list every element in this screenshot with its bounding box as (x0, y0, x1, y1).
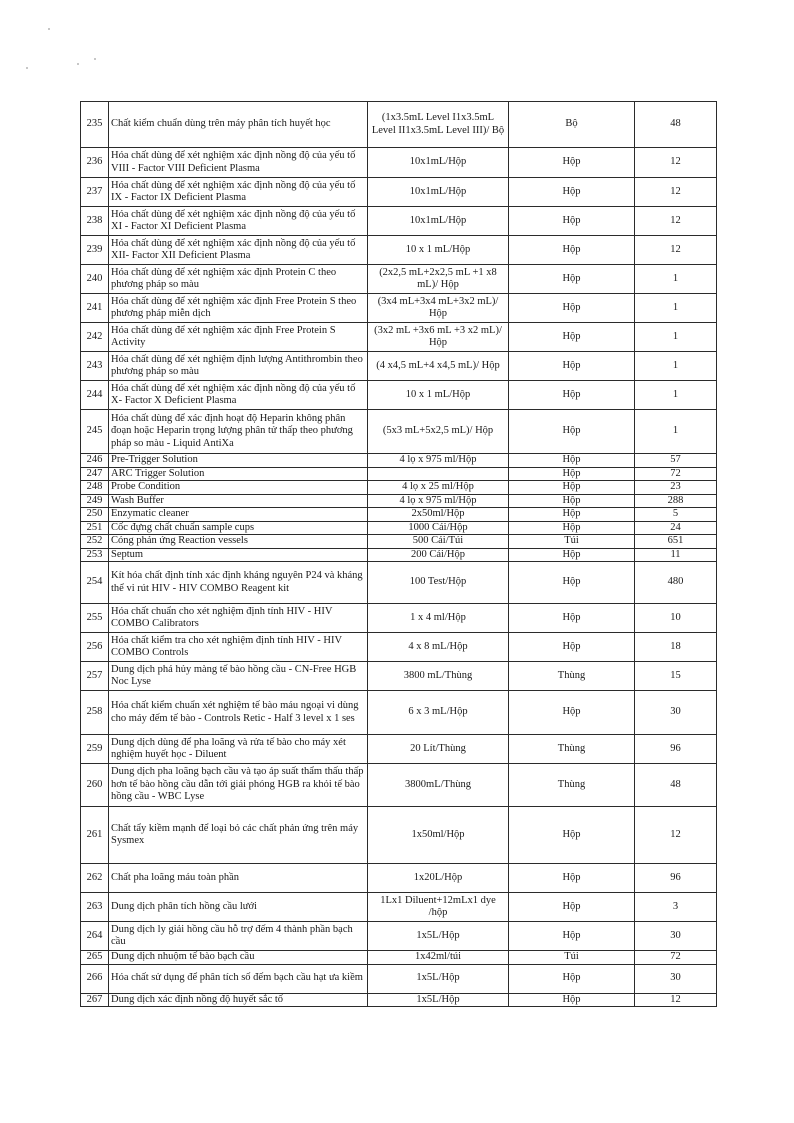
table-row (81, 265, 717, 294)
item-name: Hóa chất dùng để xét nghiệm xác định nồng độ của yếu tố IX - Factor IX Deficient Plasma (109, 178, 368, 207)
item-quantity: 30 (635, 964, 717, 993)
item-quantity: 1 (635, 265, 717, 294)
table-row (81, 893, 717, 922)
item-unit: Hộp (509, 148, 635, 178)
item-spec: 1 x 4 ml/Hộp (368, 604, 509, 633)
item-quantity: 1 (635, 381, 717, 410)
item-unit: Hộp (509, 691, 635, 735)
item-unit: Hộp (509, 410, 635, 454)
item-unit: Hộp (509, 864, 635, 893)
item-name: Wash Buffer (109, 494, 368, 508)
item-quantity: 1 (635, 294, 717, 323)
item-name: Enzymatic cleaner (109, 508, 368, 522)
table-row (81, 535, 717, 549)
row-number: 246 (81, 454, 109, 468)
item-unit: Hộp (509, 964, 635, 993)
item-spec: 10x1mL/Hộp (368, 178, 509, 207)
scan-speck (26, 67, 28, 69)
item-name: Chất kiểm chuẩn dùng trên máy phân tích huyết học (109, 102, 368, 148)
item-quantity: 288 (635, 494, 717, 508)
row-number: 248 (81, 481, 109, 495)
item-unit: Bộ (509, 102, 635, 148)
table-row (81, 807, 717, 864)
table-row (81, 454, 717, 468)
table-row (81, 352, 717, 381)
supply-table-body (81, 102, 717, 1007)
item-spec: 10x1mL/Hộp (368, 148, 509, 178)
item-name: Hóa chất chuẩn cho xét nghiệm định tính HIV - HIV COMBO Calibrators (109, 604, 368, 633)
scan-speck (77, 63, 79, 65)
item-quantity: 30 (635, 922, 717, 951)
item-quantity: 96 (635, 735, 717, 764)
item-name: Kít hóa chất định tính xác định kháng nguyên P24 và kháng thể vi rút HIV - HIV COMBO Reagent kit (109, 562, 368, 604)
item-unit: Hộp (509, 352, 635, 381)
table-row (81, 548, 717, 562)
row-number: 238 (81, 207, 109, 236)
table-row (81, 410, 717, 454)
table-row (81, 604, 717, 633)
row-number: 256 (81, 633, 109, 662)
item-quantity: 5 (635, 508, 717, 522)
item-unit: Hộp (509, 604, 635, 633)
item-unit: Hộp (509, 178, 635, 207)
row-number: 250 (81, 508, 109, 522)
table-row (81, 951, 717, 965)
row-number: 242 (81, 323, 109, 352)
item-spec: 1x42ml/túi (368, 951, 509, 965)
item-name: Hóa chất dùng để xét nghiệm xác định nồng độ của yếu tố XII- Factor XII Deficient Plasma (109, 236, 368, 265)
table-row (81, 323, 717, 352)
item-unit: Hộp (509, 481, 635, 495)
item-unit: Hộp (509, 294, 635, 323)
item-spec: 4 x 8 mL/Hộp (368, 633, 509, 662)
table-row (81, 764, 717, 807)
item-spec: 1x5L/Hộp (368, 993, 509, 1007)
table-row (81, 633, 717, 662)
item-quantity: 15 (635, 662, 717, 691)
item-quantity: 1 (635, 323, 717, 352)
item-quantity: 1 (635, 410, 717, 454)
table-row (81, 102, 717, 148)
item-name: Dung dịch nhuộm tế bào bạch cầu (109, 951, 368, 965)
row-number: 262 (81, 864, 109, 893)
item-unit: Hộp (509, 467, 635, 481)
item-unit: Hộp (509, 993, 635, 1007)
row-number: 247 (81, 467, 109, 481)
row-number: 251 (81, 521, 109, 535)
table-row (81, 993, 717, 1007)
item-spec: 200 Cái/Hộp (368, 548, 509, 562)
item-unit: Hộp (509, 922, 635, 951)
row-number: 253 (81, 548, 109, 562)
item-name: Chất tẩy kiềm mạnh để loại bỏ các chất phản ứng trên máy Sysmex (109, 807, 368, 864)
item-quantity: 3 (635, 893, 717, 922)
item-spec: 1x5L/Hộp (368, 964, 509, 993)
item-spec: (3x4 mL+3x4 mL+3x2 mL)/ Hộp (368, 294, 509, 323)
item-name: Hóa chất dùng để xét nghiệm xác định Free Protein S theo phương pháp miễn dịch (109, 294, 368, 323)
item-spec (368, 467, 509, 481)
row-number: 266 (81, 964, 109, 993)
item-unit: Hộp (509, 265, 635, 294)
item-name: Hóa chất dùng để xét nghiệm định lượng Antithrombin theo phương pháp so màu (109, 352, 368, 381)
row-number: 245 (81, 410, 109, 454)
item-unit: Túi (509, 951, 635, 965)
row-number: 265 (81, 951, 109, 965)
item-quantity: 11 (635, 548, 717, 562)
item-quantity: 12 (635, 236, 717, 265)
item-unit: Hộp (509, 323, 635, 352)
item-name: Hóa chất dùng để xét nghiệm xác định Protein C theo phương pháp so màu (109, 265, 368, 294)
item-name: ARC Trigger Solution (109, 467, 368, 481)
item-quantity: 72 (635, 951, 717, 965)
item-spec: (1x3.5mL Level I1x3.5mL Level II1x3.5mL Level III)/ Bộ (368, 102, 509, 148)
item-unit: Hộp (509, 494, 635, 508)
table-row (81, 735, 717, 764)
item-quantity: 1 (635, 352, 717, 381)
item-quantity: 12 (635, 178, 717, 207)
item-unit: Hộp (509, 207, 635, 236)
item-unit: Hộp (509, 562, 635, 604)
item-unit: Hộp (509, 381, 635, 410)
row-number: 244 (81, 381, 109, 410)
item-quantity: 23 (635, 481, 717, 495)
item-quantity: 12 (635, 207, 717, 236)
item-quantity: 18 (635, 633, 717, 662)
table-row (81, 236, 717, 265)
item-name: Hóa chất kiểm tra cho xét nghiệm định tính HIV - HIV COMBO Controls (109, 633, 368, 662)
item-unit: Hộp (509, 236, 635, 265)
item-unit: Thùng (509, 735, 635, 764)
item-spec: 10 x 1 mL/Hộp (368, 236, 509, 265)
row-number: 249 (81, 494, 109, 508)
table-row (81, 864, 717, 893)
row-number: 260 (81, 764, 109, 807)
item-name: Chất pha loãng máu toàn phần (109, 864, 368, 893)
row-number: 254 (81, 562, 109, 604)
item-unit: Thùng (509, 764, 635, 807)
table-row (81, 521, 717, 535)
table-row (81, 562, 717, 604)
item-name: Hóa chất dùng để xét nghiệm xác định nồng độ của yếu tố VIII - Factor VIII Deficient Plasma (109, 148, 368, 178)
item-name: Probe Condition (109, 481, 368, 495)
row-number: 264 (81, 922, 109, 951)
item-name: Hóa chất sử dụng để phân tích số đếm bạch cầu hạt ưa kiềm (109, 964, 368, 993)
item-name: Dung dịch phá hủy màng tế bào hồng cầu - CN-Free HGB Noc Lyse (109, 662, 368, 691)
item-spec: 1x50ml/Hộp (368, 807, 509, 864)
item-spec: 1000 Cái/Hộp (368, 521, 509, 535)
row-number: 252 (81, 535, 109, 549)
item-quantity: 480 (635, 562, 717, 604)
table-row (81, 294, 717, 323)
item-quantity: 10 (635, 604, 717, 633)
item-quantity: 24 (635, 521, 717, 535)
item-unit: Hộp (509, 548, 635, 562)
table-row (81, 178, 717, 207)
item-spec: 1Lx1 Diluent+12mLx1 dye /hộp (368, 893, 509, 922)
item-spec: 2x50ml/Hộp (368, 508, 509, 522)
item-spec: (5x3 mL+5x2,5 mL)/ Hộp (368, 410, 509, 454)
item-spec: 500 Cái/Túi (368, 535, 509, 549)
table-row (81, 508, 717, 522)
item-name: Hóa chất dùng để xác định hoạt độ Heparin không phân đoạn hoặc Heparin trọng lượng phân tử thấp theo phương pháp so màu - Liquid AntiXa (109, 410, 368, 454)
item-spec: 20 Lít/Thùng (368, 735, 509, 764)
item-spec: (3x2 mL +3x6 mL +3 x2 mL)/ Hộp (368, 323, 509, 352)
item-name: Dung dịch pha loãng bạch cầu và tạo áp suất thẩm thấu thấp hơn tế bào hồng cầu dẫn tới giải phóng HGB ra khỏi tế bào hồng cầu - WBC Lyse (109, 764, 368, 807)
table-row (81, 691, 717, 735)
item-name: Septum (109, 548, 368, 562)
item-spec: 10x1mL/Hộp (368, 207, 509, 236)
table-row (81, 922, 717, 951)
item-spec: 10 x 1 mL/Hộp (368, 381, 509, 410)
item-unit: Túi (509, 535, 635, 549)
item-quantity: 57 (635, 454, 717, 468)
table-row (81, 662, 717, 691)
item-spec: (2x2,5 mL+2x2,5 mL +1 x8 mL)/ Hộp (368, 265, 509, 294)
item-spec: 3800 mL/Thùng (368, 662, 509, 691)
item-unit: Hộp (509, 633, 635, 662)
item-name: Cốc đựng chất chuẩn sample cups (109, 521, 368, 535)
item-name: Hóa chất dùng để xét nghiệm xác định Free Protein S Activity (109, 323, 368, 352)
item-spec: 4 lọ x 975 ml/Hộp (368, 494, 509, 508)
row-number: 257 (81, 662, 109, 691)
row-number: 237 (81, 178, 109, 207)
item-name: Dung dịch phân tích hồng cầu lưới (109, 893, 368, 922)
table-row (81, 148, 717, 178)
item-spec: 1x5L/Hộp (368, 922, 509, 951)
row-number: 263 (81, 893, 109, 922)
row-number: 240 (81, 265, 109, 294)
scan-speck (94, 58, 96, 60)
item-quantity: 12 (635, 993, 717, 1007)
item-name: Hóa chất kiểm chuẩn xét nghiệm tế bào máu ngoại vi dùng cho máy đếm tế bào - Controls Retic - Half 3 level x 1 ses (109, 691, 368, 735)
table-row (81, 381, 717, 410)
row-number: 239 (81, 236, 109, 265)
table-row (81, 207, 717, 236)
item-quantity: 651 (635, 535, 717, 549)
table-row (81, 481, 717, 495)
item-unit: Hộp (509, 454, 635, 468)
item-quantity: 72 (635, 467, 717, 481)
item-quantity: 96 (635, 864, 717, 893)
item-unit: Hộp (509, 807, 635, 864)
table-row (81, 964, 717, 993)
item-spec: (4 x4,5 mL+4 x4,5 mL)/ Hộp (368, 352, 509, 381)
item-name: Hóa chất dùng để xét nghiệm xác định nồng độ của yếu tố X- Factor X Deficient Plasma (109, 381, 368, 410)
table-row (81, 494, 717, 508)
supply-table (80, 101, 717, 1007)
item-quantity: 30 (635, 691, 717, 735)
item-unit: Hộp (509, 508, 635, 522)
item-name: Dung dịch dùng để pha loãng và rửa tế bào cho máy xét nghiệm huyết học - Diluent (109, 735, 368, 764)
item-unit: Thùng (509, 662, 635, 691)
row-number: 261 (81, 807, 109, 864)
row-number: 243 (81, 352, 109, 381)
item-quantity: 12 (635, 148, 717, 178)
scan-speck (48, 28, 50, 30)
row-number: 236 (81, 148, 109, 178)
row-number: 258 (81, 691, 109, 735)
item-name: Dung dịch ly giải hồng cầu hỗ trợ đếm 4 thành phần bạch cầu (109, 922, 368, 951)
item-quantity: 48 (635, 764, 717, 807)
row-number: 255 (81, 604, 109, 633)
row-number: 267 (81, 993, 109, 1007)
item-spec: 6 x 3 mL/Hộp (368, 691, 509, 735)
item-name: Pre-Trigger Solution (109, 454, 368, 468)
item-name: Hóa chất dùng để xét nghiệm xác định nồng độ của yếu tố XI - Factor XI Deficient Plasma (109, 207, 368, 236)
item-quantity: 12 (635, 807, 717, 864)
item-spec: 3800mL/Thùng (368, 764, 509, 807)
row-number: 241 (81, 294, 109, 323)
item-spec: 100 Test/Hộp (368, 562, 509, 604)
item-spec: 1x20L/Hộp (368, 864, 509, 893)
item-name: Cóng phản ứng Reaction vessels (109, 535, 368, 549)
item-unit: Hộp (509, 521, 635, 535)
row-number: 259 (81, 735, 109, 764)
row-number: 235 (81, 102, 109, 148)
item-name: Dung dịch xác định nồng độ huyết sắc tố (109, 993, 368, 1007)
item-unit: Hộp (509, 893, 635, 922)
item-quantity: 48 (635, 102, 717, 148)
item-spec: 4 lọ x 975 ml/Hộp (368, 454, 509, 468)
table-row (81, 467, 717, 481)
item-spec: 4 lọ x 25 ml/Hộp (368, 481, 509, 495)
